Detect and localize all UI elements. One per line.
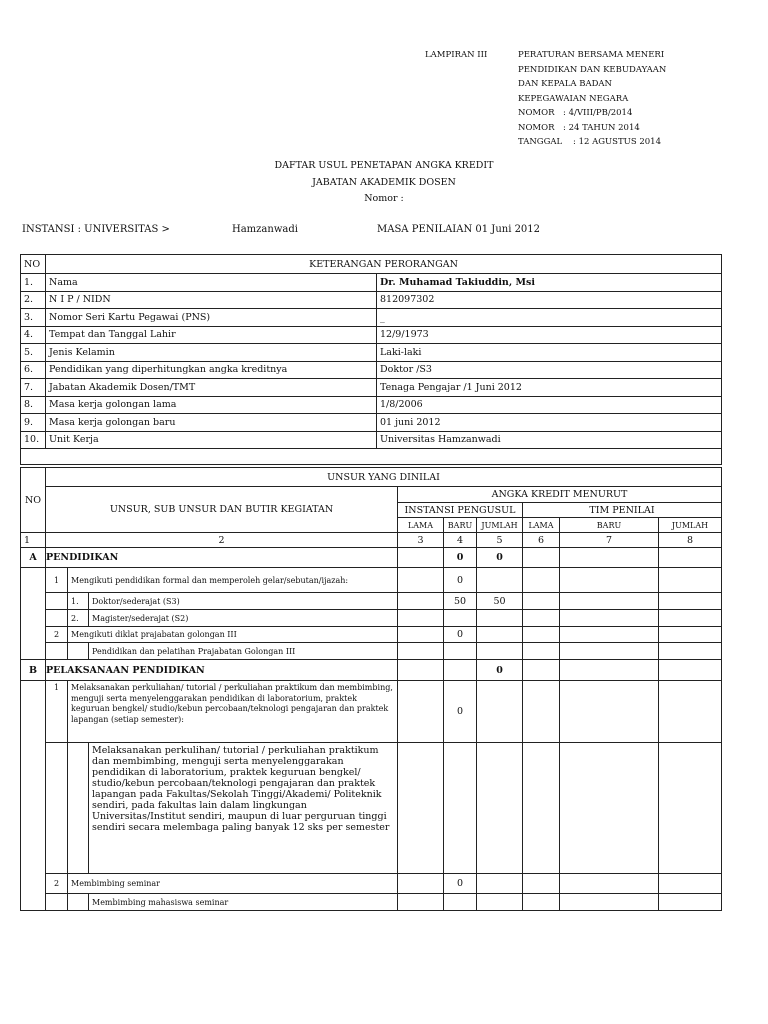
masa-penilaian: MASA PENILAIAN 01 Juni 2012 — [377, 224, 541, 235]
table-row: 1 Melaksanakan perkuliahan/ tutorial / perkuliahan praktikum dan membimbing, menguji serta menyelenggarakan pendidikan di laboratorium, praktek keguruan bengkel/ studio/kebun percobaan/teknologi pengajaran dan praktek lapangan (setiap semester): 0 — [21, 681, 722, 743]
tanggal-line: TANGGAL : 12 AGUSTUS 2014 — [518, 137, 661, 147]
table-row: 1 Mengikuti pendidikan formal dan memperoleh gelar/sebutan/ijazah: 0 — [21, 568, 722, 593]
table-row: 10. Unit Kerja Universitas Hamzanwadi — [21, 431, 722, 449]
table-row: 9. Masa kerja golongan baru 01 juni 2012 — [21, 414, 722, 432]
lama-header: LAMA — [398, 518, 444, 533]
personal-header: KETERANGAN PERORANGAN — [46, 255, 722, 274]
personal-header-row — [21, 255, 722, 274]
table-row: 6. Pendidikan yang diperhitungkan angka kreditnya Doktor /S3 — [21, 361, 722, 379]
table-row: 2. N I P / NIDN 812097302 — [21, 291, 722, 309]
lampiran-label: LAMPIRAN III — [425, 50, 488, 60]
table-row: 1. Doktor/sederajat (S3) 50 50 — [21, 593, 722, 610]
table-row: 2 Mengikuti diklat prajabatan golongan III 0 — [21, 627, 722, 643]
column-number-row: 1 2 3 4 5 6 7 8 — [21, 533, 722, 548]
baru-header: BARU — [560, 518, 659, 533]
table-row: 2 Membimbing seminar 0 — [21, 874, 722, 894]
instansi-pengusul-header: INSTANSI PENGUSUL — [398, 503, 523, 518]
nomor-line-1: NOMOR : 4/VIII/PB/2014 — [518, 108, 633, 118]
spacer-row — [21, 449, 722, 465]
table-row: 1. Nama Dr. Muhamad Takiuddin, Msi — [21, 274, 722, 292]
instansi-name: Hamzanwadi — [232, 224, 298, 235]
nomor-line-2: NOMOR : 24 TAHUN 2014 — [518, 122, 640, 133]
unsur-no-header: NO — [21, 468, 46, 533]
unsur-table — [20, 467, 722, 911]
document-subtitle: JABATAN AKADEMIK DOSEN — [312, 177, 456, 188]
unsur-header: UNSUR YANG DINILAI — [46, 468, 722, 487]
lama-header: LAMA — [523, 518, 560, 533]
table-row: 7. Jabatan Akademik Dosen/TMT Tenaga Pengajar /1 Juni 2012 — [21, 379, 722, 397]
table-row: 8. Masa kerja golongan lama 1/8/2006 — [21, 396, 722, 414]
table-row: Pendidikan dan pelatihan Prajabatan Golongan III — [21, 643, 722, 660]
angka-kredit-header: ANGKA KREDIT MENURUT — [398, 487, 722, 503]
jumlah-header: JUMLAH — [477, 518, 523, 533]
table-row: 4. Tempat dan Tanggal Lahir 12/9/1973 — [21, 326, 722, 344]
table-row: Melaksanakan perkulihan/ tutorial / perkuliahan praktikum dan membimbing, menguji serta menyelenggarakan pendidikan di laboratorium, praktek keguruan bengkel/ studio/kebun percobaan/teknologi pengajaran dan praktek lapangan pada Fakultas/Sekolah Tinggi/Akademi/ Politeknik sendiri, pada fakultas lain dalam lingkungan Universitas/Institut sendiri, maupun di luar perguruan tinggi sendiri secara melembaga paling banyak 12 sks per semester — [21, 743, 722, 874]
regulation-line: KEPEGAWAIAN NEGARA — [518, 93, 629, 104]
jumlah-header: JUMLAH — [659, 518, 722, 533]
regulation-block — [518, 48, 666, 150]
table-row: 5. Jenis Kelamin Laki-laki — [21, 344, 722, 362]
baru-header: BARU — [444, 518, 477, 533]
table-row: 3. Nomor Seri Kartu Pegawai (PNS) _ — [21, 309, 722, 327]
personal-table — [20, 254, 722, 465]
table-row: Membimbing mahasiswa seminar — [21, 894, 722, 911]
section-b-row: B PELAKSANAAN PENDIDIKAN 0 — [21, 660, 722, 681]
tim-penilai-header: TIM PENILAI — [523, 503, 722, 518]
document-title: DAFTAR USUL PENETAPAN ANGKA KREDIT — [274, 160, 494, 171]
regulation-line: PENDIDIKAN DAN KEBUDAYAAN — [518, 64, 667, 75]
unsur-column-title: UNSUR, SUB UNSUR DAN BUTIR KEGIATAN — [46, 487, 398, 533]
regulation-line: PERATURAN BERSAMA MENERI — [518, 50, 665, 60]
section-a-row: A PENDIDIKAN 0 0 — [21, 548, 722, 568]
instansi-label: INSTANSI : UNIVERSITAS > — [22, 224, 170, 235]
no-header: NO — [21, 255, 46, 274]
document-number: Nomor : — [364, 193, 404, 204]
table-row: 2. Magister/sederajat (S2) — [21, 610, 722, 627]
regulation-line: DAN KEPALA BADAN — [518, 79, 612, 89]
